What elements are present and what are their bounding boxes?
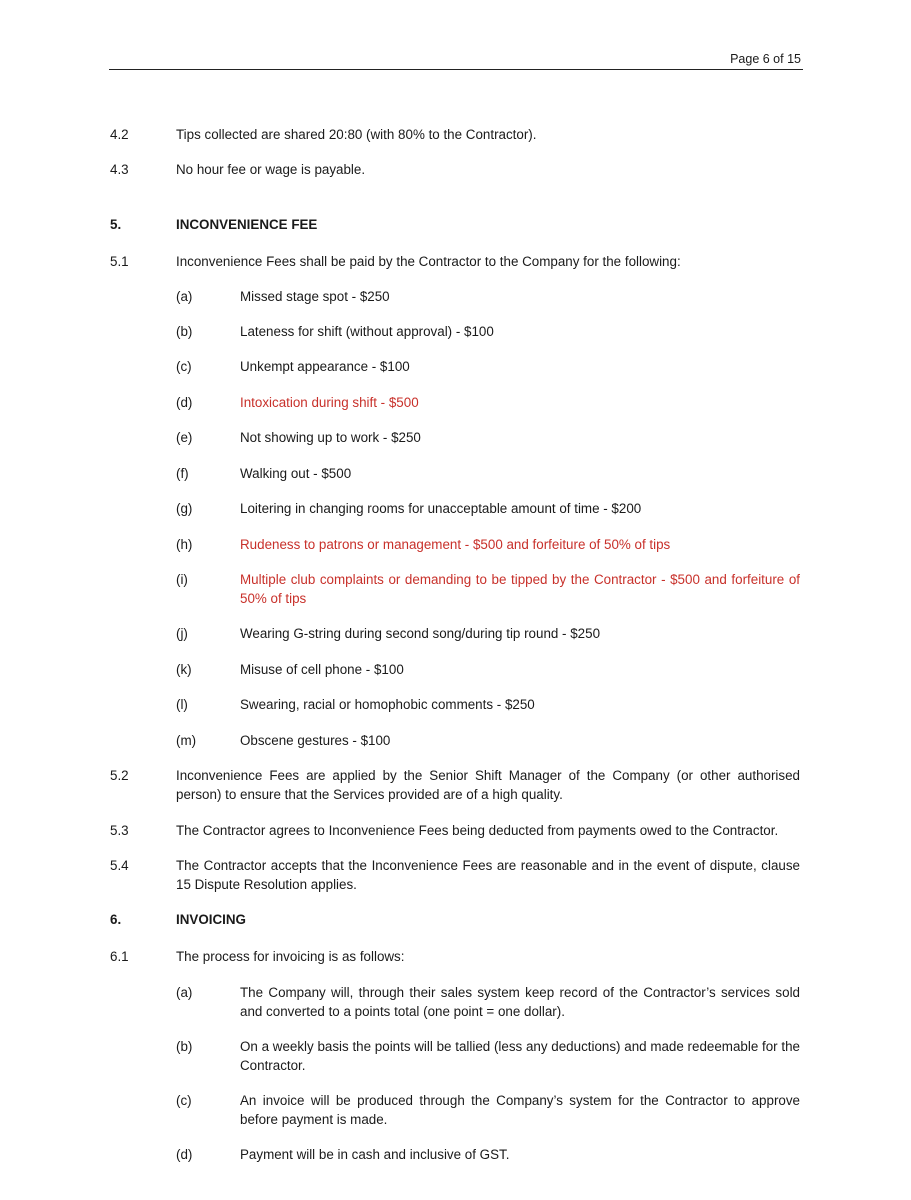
item-label: (b) xyxy=(176,324,193,339)
section-number: 5. xyxy=(110,217,122,232)
page-number: Page 6 of 15 xyxy=(730,52,801,66)
item-label: (b) xyxy=(176,1039,193,1054)
clause-text: Inconvenience Fees shall be paid by the Contractor to the Company for the following: xyxy=(176,254,681,269)
clause-number: 5.3 xyxy=(110,823,129,838)
item-label: (a) xyxy=(176,289,193,304)
clause-number: 4.3 xyxy=(110,162,129,177)
clause-number: 6.1 xyxy=(110,949,129,964)
item-label: (m) xyxy=(176,733,197,748)
item-label: (e) xyxy=(176,430,193,445)
item-text: Unkempt appearance - $100 xyxy=(240,359,410,374)
clause-number: 5.1 xyxy=(110,254,129,269)
item-text: Loitering in changing rooms for unacceptable amount of time - $200 xyxy=(240,501,642,516)
item-text: Misuse of cell phone - $100 xyxy=(240,662,404,677)
item-text: The Company will, through their sales system keep record of the Contractor’s services sold and converted to a points total (one point = one dollar). xyxy=(240,985,800,1019)
item-label: (k) xyxy=(176,662,192,677)
clause-text: The process for invoicing is as follows: xyxy=(176,949,405,964)
clause-text: The Contractor agrees to Inconvenience Fees being deducted from payments owed to the Contractor. xyxy=(176,823,779,838)
item-text: Payment will be in cash and inclusive of GST. xyxy=(240,1147,510,1162)
section-title: INCONVENIENCE FEE xyxy=(176,217,318,232)
item-text: Missed stage spot - $250 xyxy=(240,289,390,304)
item-text: Lateness for shift (without approval) - $100 xyxy=(240,324,494,339)
clause-number: 5.4 xyxy=(110,858,129,873)
item-label: (f) xyxy=(176,466,189,481)
clause-number: 5.2 xyxy=(110,768,129,783)
item-label: (c) xyxy=(176,1093,192,1108)
item-text: Swearing, racial or homophobic comments - $250 xyxy=(240,697,535,712)
item-label: (d) xyxy=(176,395,193,410)
item-text: On a weekly basis the points will be tallied (less any deductions) and made redeemable for the Contractor. xyxy=(240,1039,800,1073)
clause-text: The Contractor accepts that the Inconvenience Fees are reasonable and in the event of dispute, clause 15 Dispute Resolution applies. xyxy=(176,858,800,892)
item-text: Wearing G-string during second song/during tip round - $250 xyxy=(240,626,601,641)
clause-text: Inconvenience Fees are applied by the Senior Shift Manager of the Company (or other authorised person) to ensure that the Services provided are of a high quality. xyxy=(176,768,800,802)
clause-text: No hour fee or wage is payable. xyxy=(176,162,366,177)
item-text-highlighted: Rudeness to patrons or management - $500 and forfeiture of 50% of tips xyxy=(240,537,671,552)
item-text: An invoice will be produced through the Company’s system for the Contractor to approve before payment is made. xyxy=(240,1093,800,1127)
item-label: (h) xyxy=(176,537,193,552)
item-label: (g) xyxy=(176,501,193,516)
item-label: (d) xyxy=(176,1147,193,1162)
item-text-highlighted: Multiple club complaints or demanding to be tipped by the Contractor - $500 and forfeiture of 50% of tips xyxy=(240,572,800,606)
section-number: 6. xyxy=(110,912,122,927)
item-text: Not showing up to work - $250 xyxy=(240,430,421,445)
header-rule xyxy=(109,69,803,70)
item-label: (a) xyxy=(176,985,193,1000)
clause-number: 4.2 xyxy=(110,127,129,142)
clause-text: Tips collected are shared 20:80 (with 80% to the Contractor). xyxy=(176,127,537,142)
item-text: Obscene gestures - $100 xyxy=(240,733,391,748)
item-label: (c) xyxy=(176,359,192,374)
item-label: (i) xyxy=(176,572,188,587)
item-label: (l) xyxy=(176,697,188,712)
item-text: Walking out - $500 xyxy=(240,466,352,481)
section-title: INVOICING xyxy=(176,912,246,927)
item-text-highlighted: Intoxication during shift - $500 xyxy=(240,395,419,410)
item-label: (j) xyxy=(176,626,188,641)
